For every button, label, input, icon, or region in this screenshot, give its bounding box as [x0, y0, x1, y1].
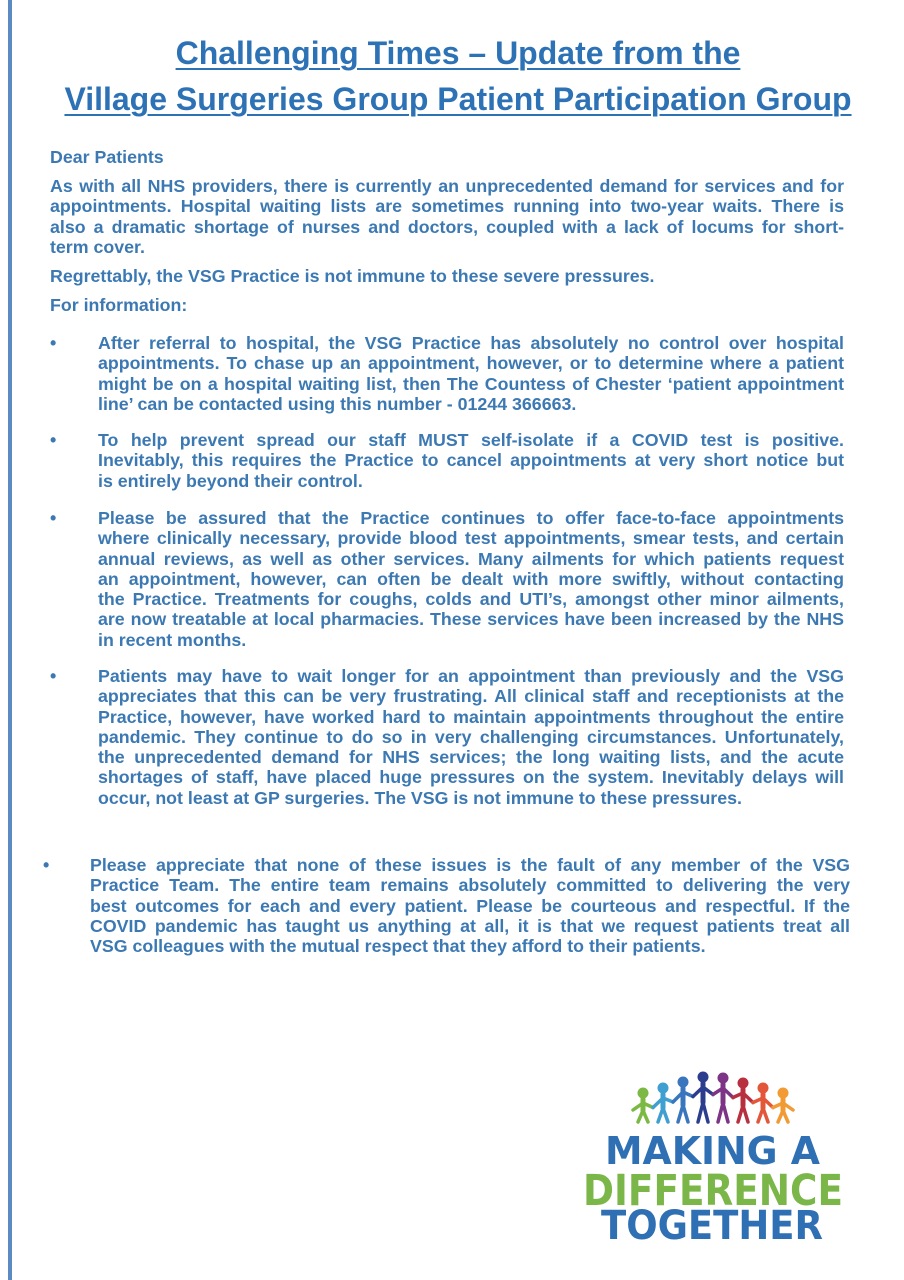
bullet-line: shortages of staff, have placed huge pressures on the system. Inevitably delays will — [98, 767, 844, 788]
title-line-1: Challenging Times – Update from the — [175, 35, 741, 71]
page-title — [12, 30, 904, 122]
bullet-text — [90, 855, 850, 956]
person-figure-icon — [753, 1083, 773, 1123]
bullet-marker: • — [50, 666, 57, 686]
logo-text-making-a: MAKING A — [605, 1129, 821, 1173]
bullet-line: occur, not least at GP surgeries. The VSG is not immune to these pressures. — [98, 787, 742, 808]
logo-text-difference: DIFFERENCE — [583, 1166, 843, 1216]
page-left-border — [8, 0, 12, 1280]
bullet-line: pandemic. They continue to do so in very challenging circumstances. Unfortunately, — [98, 726, 844, 747]
bullet-line: best outcomes for each and every patient. Please be courteous and respectful. If the — [90, 895, 850, 916]
bullet-line: where clinically necessary, provide blood test appointments, smear tests, and certain — [98, 528, 844, 549]
person-figure-icon — [733, 1078, 753, 1123]
person-figure-icon — [713, 1073, 733, 1123]
bullet-text — [98, 508, 844, 650]
person-figure-icon — [693, 1072, 713, 1123]
greeting: Dear Patients — [50, 147, 164, 167]
bullet-line: Inevitably, this requires the Practice to cancel appointments at very short notice but — [98, 450, 844, 471]
bullet-line: appreciates that this can be very frustrating. All clinical staff and receptionists at the — [98, 686, 844, 707]
for-information-heading: For information: — [50, 295, 188, 315]
bullet-line: Practice Team. The entire team remains absolutely committed to delivering the very — [90, 875, 850, 896]
intro-line: appointments. Hospital waiting lists are sometimes running into two-year waits. There is — [50, 196, 844, 217]
regret-paragraph: Regrettably, the VSG Practice is not immune to these severe pressures. — [50, 266, 655, 286]
bullet-line: is entirely beyond their control. — [98, 470, 363, 491]
title-line-2: Village Surgeries Group Patient Participation Group — [64, 81, 852, 117]
bullet-line: VSG colleagues with the mutual respect that they afford to their patients. — [90, 936, 706, 957]
bullet-marker: • — [50, 508, 57, 528]
intro-line: term cover. — [50, 236, 145, 257]
people-holding-hands-icon — [633, 1072, 793, 1123]
person-figure-icon — [653, 1083, 673, 1123]
bullet-line: After referral to hospital, the VSG Practice has absolutely no control over hospital — [98, 333, 844, 353]
intro-line: also a dramatic shortage of nurses and doctors, coupled with a lack of locums for short- — [50, 216, 844, 237]
person-figure-icon — [673, 1077, 693, 1123]
bullet-line: Practice, however, have worked hard to maintain appointments throughout the entire — [98, 706, 844, 727]
bullet-marker: • — [50, 430, 57, 450]
bullet-text — [98, 666, 844, 808]
bullet-line: To help prevent spread our staff MUST self-isolate if a COVID test is positive. — [98, 430, 844, 450]
bullet-marker: • — [43, 855, 50, 875]
making-a-difference-logo — [575, 1060, 855, 1250]
bullet-line: might be on a hospital waiting list, then The Countess of Chester ‘patient appointment — [98, 373, 844, 394]
intro-line: As with all NHS providers, there is currently an unprecedented demand for services and for — [50, 176, 844, 196]
logo-text-together: TOGETHER — [601, 1203, 823, 1249]
bullet-line: appointments. To chase up an appointment, however, or to determine where a patient — [98, 353, 844, 374]
bullet-line: Patients may have to wait longer for an appointment than previously and the VSG — [98, 666, 844, 686]
bullet-text — [98, 333, 844, 414]
bullet-line: annual reviews, as well as other services. Many ailments for which patients request — [98, 548, 844, 569]
bullet-line: the unprecedented demand for NHS services; the long waiting lists, and the acute — [98, 747, 844, 768]
bullet-line: Please be assured that the Practice continues to offer face-to-face appointments — [98, 508, 844, 528]
bullet-line: are now treatable at local pharmacies. These services have been increased by the NHS — [98, 609, 844, 630]
person-figure-icon — [633, 1088, 653, 1123]
intro-paragraph — [50, 176, 844, 257]
bullet-line: Please appreciate that none of these issues is the fault of any member of the VSG — [90, 855, 850, 875]
person-figure-icon — [773, 1088, 793, 1123]
bullet-line: COVID pandemic has taught us anything at all, it is that we request patients treat all — [90, 915, 850, 936]
bullet-line: the Practice. Treatments for coughs, colds and UTI’s, amongst other minor ailments, — [98, 589, 844, 610]
bullet-line: line’ can be contacted using this number - 01244 366663. — [98, 393, 577, 414]
bullet-text — [98, 430, 844, 491]
bullet-line: an appointment, however, can often be dealt with more swiftly, without contacting — [98, 568, 844, 589]
bullet-marker: • — [50, 333, 57, 353]
bullet-line: in recent months. — [98, 629, 247, 650]
